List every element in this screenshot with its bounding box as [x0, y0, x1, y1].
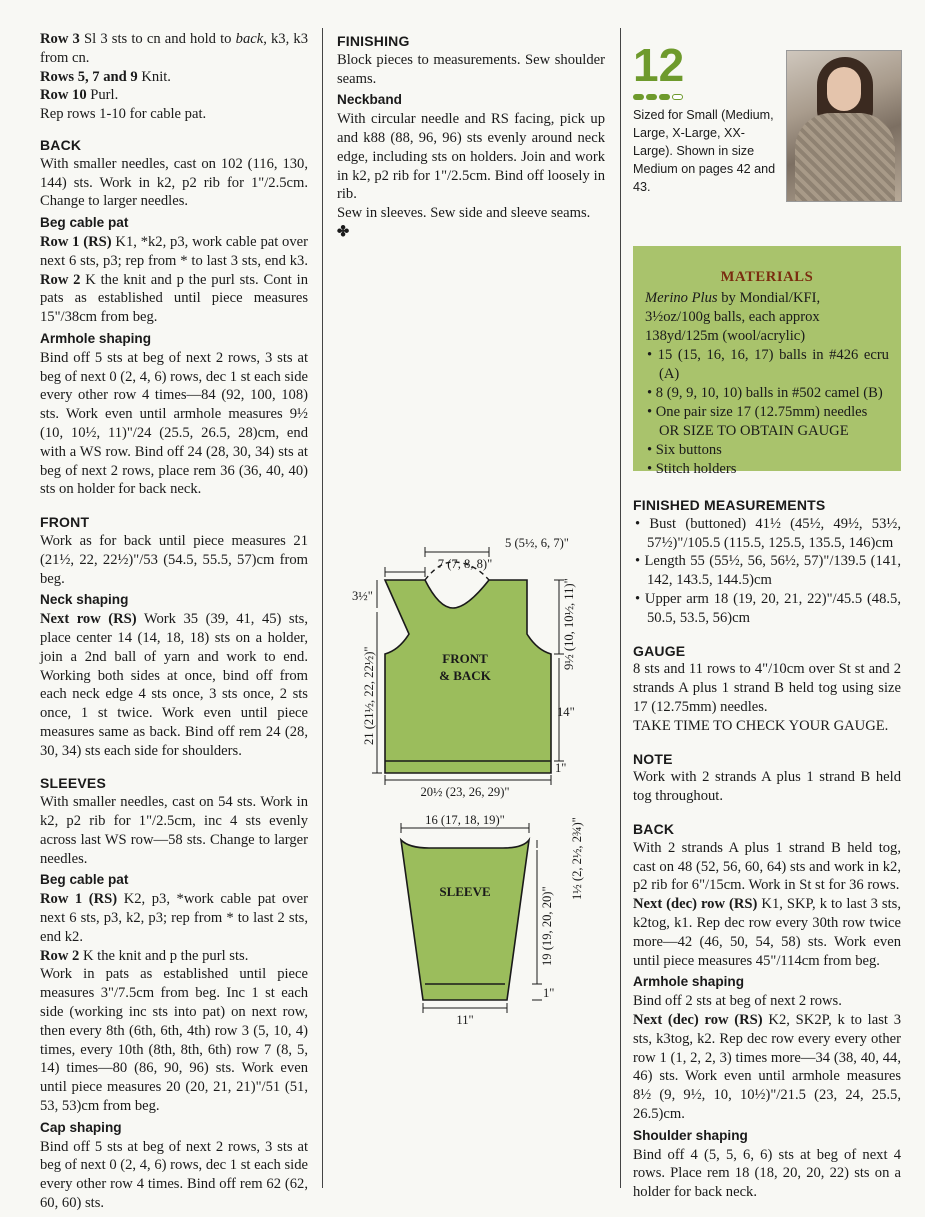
neck-width-label: 5 (5½, 6, 7)"	[505, 536, 569, 550]
subheading-armhole: Armhole shaping	[40, 330, 152, 346]
skill-dot-icon	[633, 94, 644, 100]
sleeve-top-width-label: 16 (17, 18, 19)"	[425, 813, 505, 827]
shoulder-width-label: 7 (7, 8, 8)"	[437, 557, 493, 571]
body-rib-label: 1"	[555, 761, 567, 775]
sleeve-shape	[401, 840, 529, 1000]
sleeve-rib-label: 1"	[543, 986, 555, 1000]
materials-item: • Stitch holders	[647, 461, 737, 477]
subheading-cap: Cap shaping	[40, 1119, 122, 1135]
pattern-row-3: Row 3 Sl 3 sts to cn and hold to back, k3, k3 from cn.	[40, 31, 309, 66]
subheading-sleeve-cable: Beg cable pat	[40, 872, 129, 888]
sleeve-row-1: Row 1 (RS) K2, p3, *work cable pat over next 6 sts, p3, k2, p3; rep from * to last 2 sts, end k2.	[40, 891, 308, 945]
back-label: & BACK	[439, 668, 491, 683]
sleeve-continue: Work in pats as established until piece measures 3"/7.5cm from beg. Inc 1 st each side (working inc sts into pat) on next row, then every 8th (6th, 6th, 4th) row 3 (5, 10, 4) times, every 10th (8th, 8th, 6th) row 7 (8, 5, 14) times—80 (86, 90, 96) sts. Work even until piece measures 20 (20, 21, 21)"/51 (51, 53, 53)cm from beg.	[40, 966, 308, 1115]
armhole-right-text: Bind off 2 sts at beg of next 2 rows.	[633, 993, 842, 1010]
note-text: Work with 2 strands A plus 1 strand B held tog throughout.	[633, 769, 901, 805]
model-photo	[786, 50, 902, 202]
end-mark-icon: ✤	[337, 223, 350, 240]
shoulder-text: Bind off 4 (5, 5, 6, 6) sts at beg of next 4 rows. Place rem 18 (18, 20, 20, 22) sts on a holder for back neck.	[633, 1146, 901, 1201]
section-heading-back-right: BACK	[633, 820, 675, 837]
bottom-width-label: 20½ (23, 26, 29)"	[420, 785, 510, 799]
materials-item: • 15 (15, 16, 16, 17) balls in #426 ecru (A)	[647, 347, 889, 382]
neck-text: Next row (RS) Work 35 (39, 41, 45) sts, place center 14 (14, 18, 18) sts on a holder, join a 2nd ball of yarn and work to end. Working both sides at once, bind off from each neck edge 4 sts once, 3 sts once, 2 sts once, 1 st twice. Work even until piece measures same as back. Bind off rem 24 (28, 30, 34) sts each side for shoulders.	[40, 611, 308, 759]
fm-item: • Bust (buttoned) 41½ (45½, 49½, 53½, 57½)"/105.5 (115.5, 125.5, 135.5, 146)cm	[635, 515, 901, 551]
column-left	[40, 30, 308, 1213]
skill-dot-icon	[659, 94, 670, 100]
sleeve-row-2: Row 2 K the knit and p the purl sts.	[40, 947, 249, 964]
back-text: With smaller needles, cast on 102 (116, 130, 144) sts. Work in k2, p2 rib for 1"/2.5cm. Change to larger needles.	[40, 155, 308, 210]
pattern-rows-5-7-9: Rows 5, 7 and 9 Knit.	[40, 68, 171, 85]
pattern-repeat: Rep rows 1-10 for cable pat.	[40, 106, 207, 123]
column-right-lower	[633, 486, 901, 1202]
section-heading-finished-measurements: FINISHED MEASUREMENTS	[633, 497, 826, 513]
schematic-svg	[337, 530, 605, 1030]
side-length-label: 14"	[557, 705, 575, 719]
neckband-text: With circular needle and RS facing, pick up and k88 (88, 96, 96) sts evenly around neck edge, including sts on holders. Join and work in k2, p2 rib for 1"/2.5cm. Bind off loosely in rib.	[337, 111, 605, 203]
armhole-depth-label: 9½ (10, 10½, 11)"	[562, 578, 576, 670]
materials-item: • 8 (9, 9, 10, 10) balls in #502 camel (B)	[647, 385, 883, 401]
skill-dot-icon	[646, 94, 657, 100]
subheading-beg-cable: Beg cable pat	[40, 215, 129, 231]
materials-item: • Six buttons	[647, 442, 722, 458]
column-middle	[337, 30, 605, 242]
materials-item: • One pair size 17 (12.75mm) needles OR SIZE TO OBTAIN GAUGE	[647, 404, 868, 439]
section-heading-gauge: GAUGE	[633, 642, 686, 659]
pattern-number: 12	[633, 39, 685, 91]
back-right-dec: Next (dec) row (RS) K1, SKP, k to last 3 sts, k2tog, k1. Rep dec row every 30th row twice more—42 (46, 50, 54, 58) sts. Work even until piece measures 45"/114cm from beg.	[633, 896, 901, 969]
column-rule-2	[620, 28, 621, 1188]
subheading-shoulder: Shoulder shaping	[633, 1127, 748, 1143]
cap-text: Bind off 5 sts at beg of next 2 rows, 3 sts at beg of next 0 (2, 4, 6) rows, dec 1 st each side every other row 4 times. Bind off rem 62 (62, 60, 60) sts.	[40, 1138, 308, 1212]
section-heading-back: BACK	[40, 136, 82, 153]
skill-dot-empty-icon	[672, 94, 683, 100]
cap-depth-label: 1½ (2, 2½, 2¾)"	[570, 817, 584, 900]
subheading-neck: Neck shaping	[40, 592, 129, 608]
section-heading-note: NOTE	[633, 750, 673, 767]
fm-item: • Upper arm 18 (19, 20, 21, 22)"/45.5 (48.5, 50.5, 53.5, 56)cm	[635, 590, 901, 626]
section-heading-finishing: FINISHING	[337, 33, 410, 49]
sleeve-length-label: 19 (19, 20, 20)"	[540, 886, 554, 966]
section-heading-sleeves: SLEEVES	[40, 775, 106, 792]
gauge-text: 8 sts and 11 rows to 4"/10cm over St st and 2 strands A plus 1 strand B held tog using size 17 (12.75mm) needles.	[633, 661, 901, 715]
front-text: Work as for back until piece measures 21 (21½, 22, 22½)"/53 (54.5, 55.5, 57)cm from beg.	[40, 532, 308, 587]
section-heading-front: FRONT	[40, 514, 90, 531]
materials-yarn: Merino Plus by Mondial/KFI, 3½oz/100g balls, each approx 138yd/125m (wool/acrylic)	[645, 290, 821, 344]
fm-item: • Length 55 (55½, 56, 56½, 57)"/139.5 (141, 142, 143.5, 144.5)cm	[635, 553, 902, 589]
materials-heading: MATERIALS	[720, 269, 814, 285]
body-length-label: 21 (21½, 22, 22½)"	[362, 646, 376, 745]
sleeve-bottom-width-label: 11"	[456, 1013, 474, 1027]
pattern-row-10: Row 10 Purl.	[40, 87, 119, 104]
neck-depth-label: 3½"	[352, 589, 373, 603]
subheading-armhole-right: Armhole shaping	[633, 974, 745, 990]
sleeve-label: SLEEVE	[439, 884, 491, 899]
materials-list	[645, 346, 889, 479]
beg-cable-text: Row 1 (RS) K1, *k2, p3, work cable pat over next 6 sts, p3; rep from * to last 3 sts, end k3. Row 2 K the knit and p the purl sts. Cont in pats as established until piece measures 15"/38cm from beg.	[40, 233, 308, 326]
back-right-text: With 2 strands A plus 1 strand B held tog, cast on 48 (52, 56, 60, 64) sts and work in k2, p2 rib for 6"/15cm. Work in St st for 36 rows.	[633, 839, 901, 894]
armhole-text: Bind off 5 sts at beg of next 2 rows, 3 sts at beg of next 0 (2, 4, 6) rows, dec 1 st each side every other row 4 times—84 (92, 100, 108) sts. Work even until armhole measures 9½ (10, 10½, 11)"/24 (25.5, 26.5, 28)cm, end with a WS row. Bind off 24 (28, 30, 34) sts at beg of next 2 rows, place rem 36 (36, 40, 40) sts on holder for back neck.	[40, 349, 308, 498]
materials-box	[633, 246, 901, 477]
armhole-right-dec: Next (dec) row (RS) K2, SK2P, k to last 3 sts, k3tog, k2. Rep dec row every every other row 1 (1, 2, 2, 3) times more—34 (38, 40, 44, 46) sts. Work even until armhole measures 8½ (9, 9½, 10, 10½)"/21.5 (23, 24, 25.5, 26.5)cm.	[633, 1011, 902, 1122]
subheading-neckband: Neckband	[337, 92, 402, 108]
sleeves-text: With smaller needles, cast on 54 sts. Work in k2, p2 rib for 1"/2.5cm, inc 4 sts evenly across last WS row—58 sts. Change to larger needles.	[40, 794, 308, 867]
sizing-text: Sized for Small (Medium, Large, X-Large, XX-Large). Shown in size Medium on pages 42 and 43.	[633, 108, 776, 194]
sew-text: Sew in sleeves. Sew side and sleeve seams. ✤	[337, 205, 591, 240]
gauge-check: TAKE TIME TO CHECK YOUR GAUGE.	[633, 717, 889, 734]
finishing-text: Block pieces to measurements. Sew shoulder seams.	[337, 51, 605, 87]
column-rule-1	[322, 28, 323, 1188]
front-label: FRONT	[442, 651, 488, 666]
schematic-diagram	[337, 530, 605, 1030]
